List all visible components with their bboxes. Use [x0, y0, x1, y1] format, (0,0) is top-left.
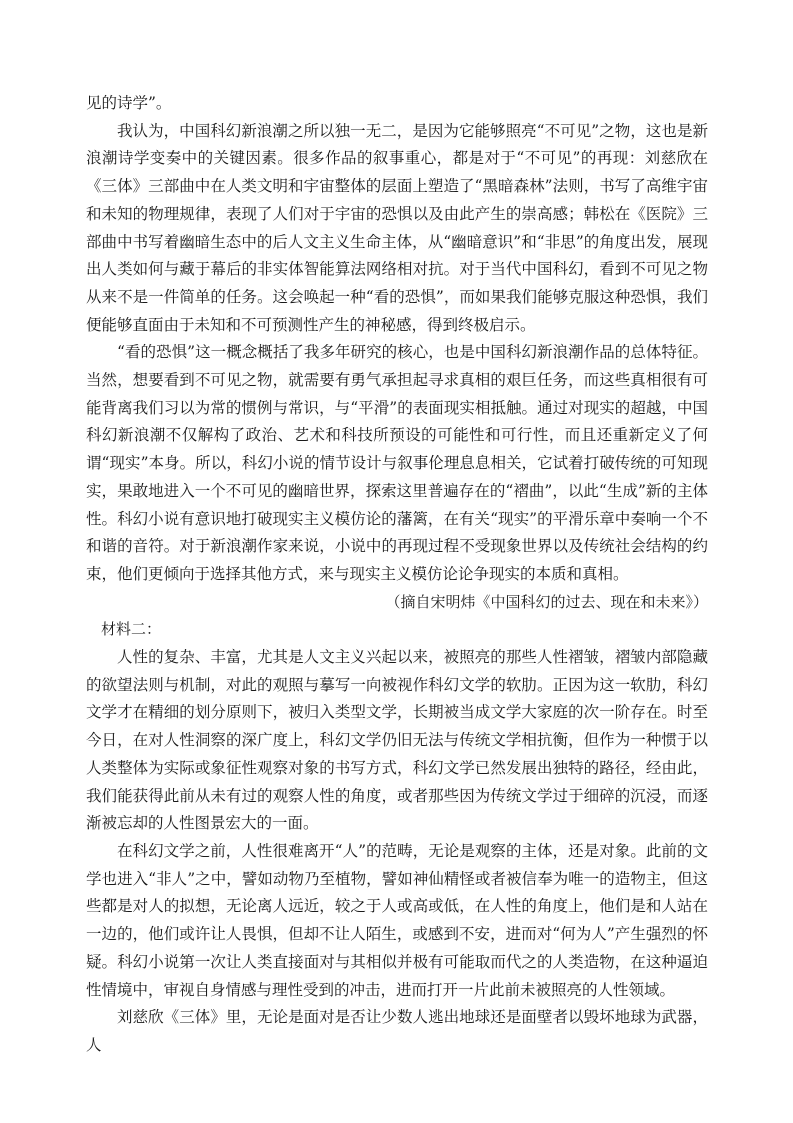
- material-two-heading: 材料二：: [101, 620, 162, 639]
- paragraph-human-nature: 人性的复杂、丰富，尤其是人文主义兴起以来，被照亮的那些人性褶皱，褶皱内部隐藏的欲望法则与机制，对此的观照与摹写一向被视作科幻文学的软肋。正因为这一软肋，科幻文学才在精细的划分原则下，被归入类型文学，长期被当成文学大家庭的次一阶存在。时至今日，在对人性洞察的深广度上，科幻文学仍旧无法与传统文学相抗衡，但作为一种惯于以人类整体为实际或象征性观察对象的书写方式，科幻文学已然发展出独特的路径，经由此，我们能获得此前从未有过的观察人性的角度，或者那些因为传统文学过于细碎的沉浸，而逐渐被忘却的人性图景宏大的一面。: [86, 648, 708, 833]
- paragraph-continuation: 见的诗学”。: [86, 94, 172, 112]
- document-body: [86, 90, 708, 1060]
- paragraph-three-body: 刘慈欣《三体》里，无论是面对是否让少数人逃出地球还是面壁者以毁坏地球为武器，人: [86, 1008, 708, 1054]
- source-citation: （摘自宋明炜《中国科幻的过去、现在和未来》）: [385, 592, 708, 611]
- paragraph-before-sci-fi: 在科幻文学之前，人性很难离开“人”的范畴，无论是观察的主体，还是对象。此前的文学也进入“非人”之中，譬如动物乃至植物，譬如神仙精怪或者被信奉为唯一的造物主，但这些都是对人的拟想，无论离人远近，较之于人或高或低，在人性的角度上，他们是和人站在一边的，他们或许让人畏惧，但却不让人陌生，或感到不安，进而对“何为人”产生强烈的怀疑。科幻小说第一次让人类直接面对与其相似并极有可能取而代之的人类造物，在这种逼迫性情境中，审视自身情感与理性受到的冲击，进而打开一片此前未被照亮的人性领域。: [86, 841, 708, 999]
- paragraph-fear-of-seeing: “看的恐惧”这一概念概括了我多年研究的核心，也是中国科幻新浪潮作品的总体特征。当然，想要看到不可见之物，就需要有勇气承担起寻求真相的艰巨任务，而这些真相很有可能背离我们习以为常的惯例与常识，与“平滑”的表面现实相抵触。通过对现实的超越，中国科幻新浪潮不仅解构了政治、艺术和科技所预设的可能性和可行性，而且还重新定义了何谓“现实”本身。所以，科幻小说的情节设计与叙事伦理息息相关，它试着打破传统的可知现实，果敢地进入一个不可见的幽暗世界，探索这里普遍存在的“褶曲”，以此“生成”新的主体性。科幻小说有意识地打破现实主义模仿论的藩篱，在有关“现实”的平滑乐章中奏响一个不和谐的音符。对于新浪潮作家来说，小说中的再现过程不受现象世界以及传统社会结构的约束，他们更倾向于选择其他方式，来与现实主义模仿论论争现实的本质和真相。: [86, 343, 708, 583]
- paragraph-invisible-things: 我认为，中国科幻新浪潮之所以独一无二，是因为它能够照亮“不可见”之物，这也是新浪潮诗学变奏中的关键因素。很多作品的叙事重心，都是对于“不可见”的再现：刘慈欣在《三体》三部曲中在人类文明和宇宙整体的层面上塑造了“黑暗森林”法则，书写了高维宇宙和未知的物理规律，表现了人们对于宇宙的恐惧以及由此产生的崇高感；韩松在《医院》三部曲中书写着幽暗生态中的后人文主义生命主体，从“幽暗意识”和“非思”的角度出发，展现出人类如何与藏于幕后的非实体智能算法网络相对抗。对于当代中国科幻，看到不可见之物从来不是一件简单的任务。这会唤起一种“看的恐惧”，而如果我们能够克服这种恐惧，我们便能够直面由于未知和不可预测性产生的神秘感，得到终极启示。: [86, 121, 708, 334]
